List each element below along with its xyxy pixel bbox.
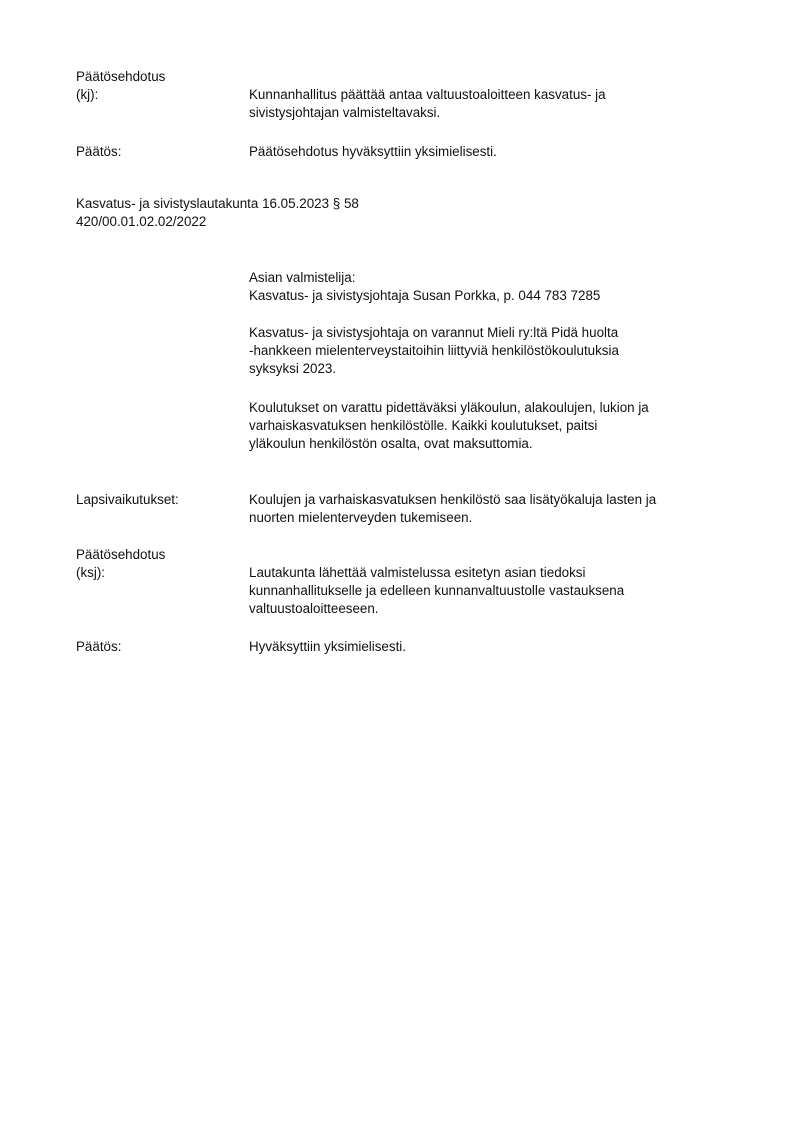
paragraph-line: varhaiskasvatuksen henkilöstölle. Kaikki koulutukset, paitsi [249,418,598,433]
paragraph-line: syksyksi 2023. [249,361,337,376]
proposal-kj-text-line: sivistysjohtajan valmisteltavaksi. [249,105,441,120]
preparer-block [249,269,744,305]
proposal-ksj-section [76,546,746,618]
decision-ksj-text: Hyväksyttiin yksimielisesti. [249,639,406,654]
decision-kj-label: Päätös: [76,144,122,159]
proposal-ksj-line: valtuustoaloitteeseen. [249,601,379,616]
preparer-section [76,269,746,305]
proposal-ksj-line: Lautakunta lähettää valmistelussa esitetyn asian tiedoksi [249,565,586,580]
meeting-title: Kasvatus- ja sivistyslautakunta 16.05.2023 § 58 [76,196,359,211]
paragraph-training-details [76,399,746,453]
proposal-ksj-line: kunnanhallitukselle ja edelleen kunnanvaltuustolle vastauksena [249,583,625,598]
decision-kj-text: Päätösehdotus hyväksyttiin yksimielisesti. [249,144,497,159]
proposal-label-line2: (kj): [76,87,99,102]
proposal-kj-text-line: Kunnanhallitus päättää antaa valtuustoaloitteen kasvatus- ja [249,87,606,102]
child-impact-section [76,491,746,527]
proposal-kj-section [76,68,746,122]
decision-kj-section [76,143,746,161]
proposal-ksj-label [76,546,246,582]
child-impact-label: Lapsivaikutukset: [76,492,179,507]
paragraph-1-text [249,324,744,378]
child-impact-line: Koulujen ja varhaiskasvatuksen henkilöstö saa lisätyökaluja lasten ja [249,492,657,507]
paragraph-line: Koulutukset on varattu pidettäväksi yläkoulun, alakoulujen, lukion ja [249,400,649,415]
proposal-ksj-label-line2: (ksj): [76,565,106,580]
decision-ksj-label: Päätös: [76,639,122,654]
proposal-label-line1: Päätösehdotus [76,69,166,84]
paragraph-line: Kasvatus- ja sivistysjohtaja on varannut Mieli ry:ltä Pidä huolta [249,325,619,340]
paragraph-training-booking [76,324,746,378]
paragraph-line: yläkoulun henkilöstön osalta, ovat maksuttomia. [249,436,533,451]
record-id: 420/00.01.02.02/2022 [76,214,207,229]
child-impact-text [249,491,744,527]
proposal-ksj-label-line1: Päätösehdotus [76,547,166,562]
meeting-header [76,195,359,231]
child-impact-line: nuorten mielenterveyden tukemiseen. [249,510,473,525]
proposal-kj-label [76,68,246,104]
decision-ksj-section [76,638,746,656]
preparer-name: Kasvatus- ja sivistysjohtaja Susan Porkka, p. 044 783 7285 [249,288,601,303]
proposal-ksj-text [249,564,744,618]
paragraph-2-text [249,399,744,453]
paragraph-line: -hankkeen mielenterveystaitoihin liittyviä henkilöstökoulutuksia [249,343,619,358]
preparer-title: Asian valmistelija: [249,270,356,285]
proposal-kj-text [249,86,744,122]
